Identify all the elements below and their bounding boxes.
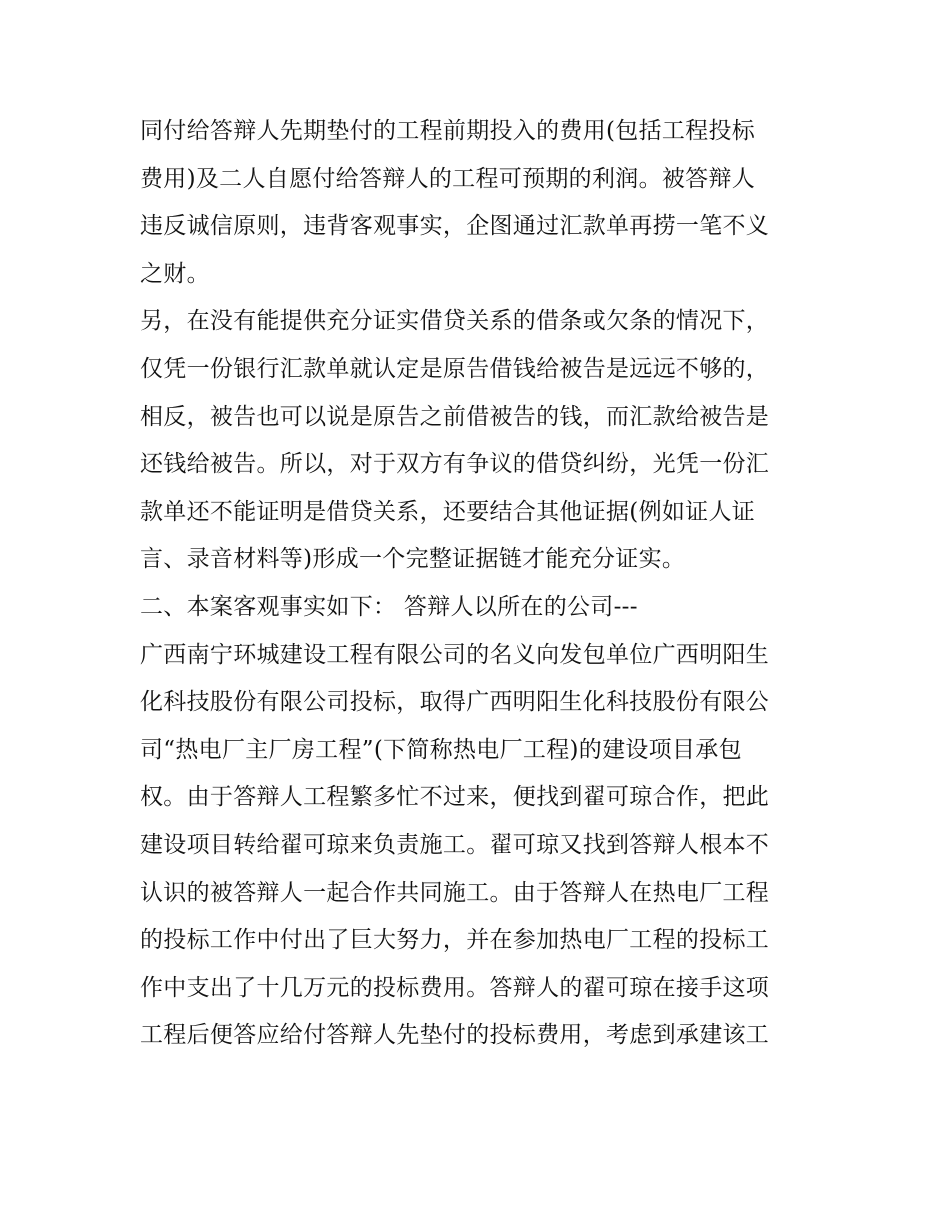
document-body <box>140 108 820 1060</box>
text-line: 相反，被告也可以说是原告之前借被告的钱，而汇款给被告是 <box>140 403 770 430</box>
text-line: 广西南宁环城建设工程有限公司的名义向发包单位广西明阳生 <box>140 641 770 668</box>
text-line: 的投标工作中付出了巨大努力，并在参加热电厂工程的投标工 <box>140 927 770 954</box>
text-line: 还钱给被告。所以，对于双方有争议的借贷纠纷，光凭一份汇 <box>140 451 770 478</box>
text-line: 司“热电厂主厂房工程”(下简称热电厂工程)的建设项目承包 <box>140 736 742 763</box>
text-line: 作中支出了十几万元的投标费用。答辩人的翟可琼在接手这项 <box>140 974 770 1001</box>
text-line: 仅凭一份银行汇款单就认定是原告借钱给被告是远远不够的， <box>140 355 770 382</box>
text-line: 工程后便答应给付答辩人先垫付的投标费用，考虑到承建该工 <box>140 1022 770 1049</box>
text-line: 另，在没有能提供充分证实借贷关系的借条或欠条的情况下， <box>140 308 770 335</box>
text-line: 言、录音材料等)形成一个完整证据链才能充分证实。 <box>140 546 686 573</box>
text-line: 之财。 <box>140 260 210 287</box>
text-line: 同付给答辩人先期垫付的工程前期投入的费用(包括工程投标 <box>140 118 756 144</box>
text-line: 认识的被答辩人一起合作共同施工。由于答辩人在热电厂工程 <box>140 879 770 906</box>
text-line: 建设项目转给翟可琼来负责施工。翟可琼又找到答辩人根本不 <box>140 831 770 858</box>
text-line: 费用)及二人自愿付给答辩人的工程可预期的利润。被答辩人 <box>140 165 756 192</box>
text-line: 违反诚信原则，违背客观事实，企图通过汇款单再捞一笔不义 <box>140 213 770 240</box>
section-heading-line: 二、本案客观事实如下： 答辩人以所在的公司--- <box>140 593 638 620</box>
text-line: 权。由于答辩人工程繁多忙不过来，便找到翟可琼合作，把此 <box>140 784 770 811</box>
text-line: 化科技股份有限公司投标，取得广西明阳生化科技股份有限公 <box>140 689 770 716</box>
text-line: 款单还不能证明是借贷关系，还要结合其他证据(例如证人证 <box>140 498 756 525</box>
